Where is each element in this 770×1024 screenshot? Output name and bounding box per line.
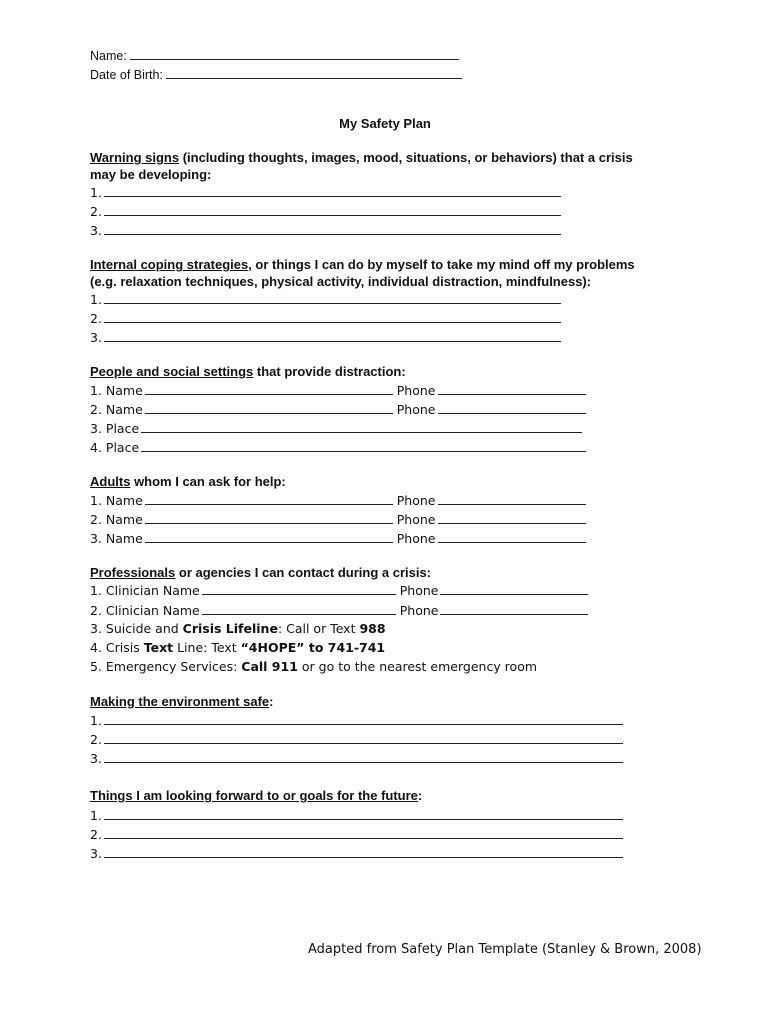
future-item-1: 1. xyxy=(90,806,623,824)
coping-field-2[interactable] xyxy=(104,309,561,323)
people-place-field-4[interactable] xyxy=(141,438,586,452)
warning-field-3[interactable] xyxy=(104,221,561,235)
footer-citation: Adapted from Safety Plan Template (Stanley & Brown, 2008) xyxy=(308,942,702,957)
warning-field-1[interactable] xyxy=(104,183,561,197)
warning-field-2[interactable] xyxy=(104,202,561,216)
lifeline-line: 3. Suicide and Crisis Lifeline: Call or Text 988 xyxy=(90,621,386,636)
adults-phone-field-1[interactable] xyxy=(438,491,586,505)
environment-item-2: 2. xyxy=(90,730,623,748)
adults-name-field-3[interactable] xyxy=(145,529,393,543)
people-phone-field-2[interactable] xyxy=(438,400,586,414)
people-name-field-1[interactable] xyxy=(145,381,393,395)
people-name-1: 1. Name Phone xyxy=(90,381,586,399)
adults-phone-field-2[interactable] xyxy=(438,510,586,524)
emergency-line: 5. Emergency Services: Call 911 or go to the nearest emergency room xyxy=(90,659,538,674)
environment-field-3[interactable] xyxy=(104,749,623,763)
text-line: 4. Crisis Text Line: Text “4HOPE” to 741-741 xyxy=(90,640,386,655)
adults-name-field-1[interactable] xyxy=(145,491,393,505)
dob-field[interactable] xyxy=(166,66,462,79)
warning-signs-heading: Warning signs (including thoughts, images, mood, situations, or behaviors) that a crisis may be developing: xyxy=(90,150,633,182)
people-place-field-3[interactable] xyxy=(141,419,582,433)
adults-name-field-2[interactable] xyxy=(145,510,393,524)
warning-item-1: 1. xyxy=(90,183,561,201)
clinician-name-field-1[interactable] xyxy=(202,581,396,595)
future-field-3[interactable] xyxy=(104,844,623,858)
coping-heading: Internal coping strategies, or things I can do by myself to take my mind off my problems (e.g. relaxation techniques, physical activity, individual distraction, mindfulness): xyxy=(90,257,635,289)
warning-item-2: 2. xyxy=(90,202,561,220)
clinician-name-field-2[interactable] xyxy=(202,601,396,615)
future-field-2[interactable] xyxy=(104,825,623,839)
adults-phone-field-3[interactable] xyxy=(438,529,586,543)
people-phone-field-1[interactable] xyxy=(438,381,586,395)
clinician-phone-field-1[interactable] xyxy=(440,581,588,595)
coping-field-3[interactable] xyxy=(104,328,561,342)
people-name-2: 2. Name Phone xyxy=(90,400,586,418)
dob-row xyxy=(90,66,462,82)
future-field-1[interactable] xyxy=(104,806,623,820)
adults-name-3: 3. Name Phone xyxy=(90,529,586,547)
name-label: Name: xyxy=(90,49,127,63)
coping-field-1[interactable] xyxy=(104,290,561,304)
page-title: My Safety Plan xyxy=(339,116,431,131)
name-row xyxy=(90,47,459,63)
people-heading: People and social settings that provide distraction: xyxy=(90,364,406,379)
clinician-phone-field-2[interactable] xyxy=(440,601,588,615)
adults-name-1: 1. Name Phone xyxy=(90,491,586,509)
future-heading: Things I am looking forward to or goals for the future: xyxy=(90,788,423,803)
environment-item-1: 1. xyxy=(90,711,623,729)
future-item-3: 3. xyxy=(90,844,623,862)
professionals-heading: Professionals or agencies I can contact during a crisis: xyxy=(90,565,432,580)
people-place-4: 4. Place xyxy=(90,438,586,456)
environment-field-1[interactable] xyxy=(104,711,623,725)
warning-item-3: 3. xyxy=(90,221,561,239)
environment-item-3: 3. xyxy=(90,749,623,767)
people-name-field-2[interactable] xyxy=(145,400,393,414)
environment-heading: Making the environment safe: xyxy=(90,694,274,709)
clinician-2: 2. Clinician Name Phone xyxy=(90,601,588,619)
adults-name-2: 2. Name Phone xyxy=(90,510,586,528)
coping-item-2: 2. xyxy=(90,309,561,327)
coping-item-1: 1. xyxy=(90,290,561,308)
adults-heading: Adults whom I can ask for help: xyxy=(90,474,286,489)
clinician-1: 1. Clinician Name Phone xyxy=(90,581,588,599)
people-place-3: 3. Place xyxy=(90,419,582,437)
future-item-2: 2. xyxy=(90,825,623,843)
coping-item-3: 3. xyxy=(90,328,561,346)
name-field[interactable] xyxy=(130,47,459,60)
dob-label: Date of Birth: xyxy=(90,68,163,82)
environment-field-2[interactable] xyxy=(104,730,623,744)
